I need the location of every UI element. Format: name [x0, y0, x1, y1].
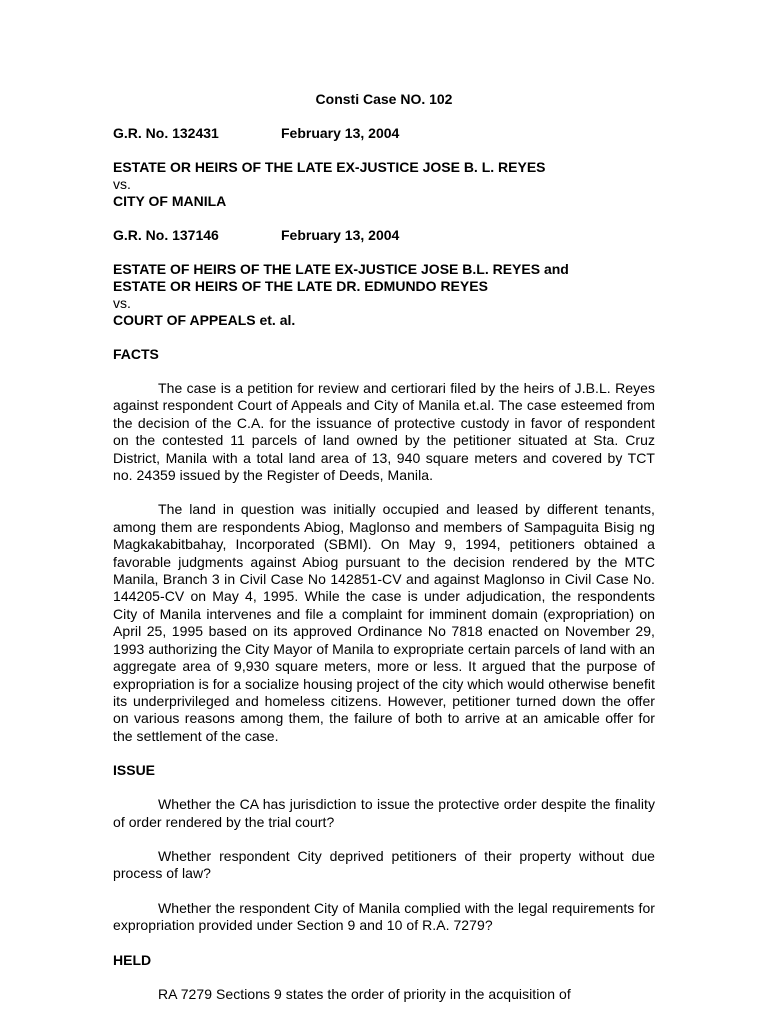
case1-vs: vs.: [113, 176, 131, 192]
document-title: Consti Case NO. 102: [315, 91, 453, 107]
facts-heading: FACTS: [113, 346, 159, 362]
case2-vs: vs.: [113, 295, 131, 311]
issue-paragraph: Whether respondent City deprived petitioners of their property without due process of law?: [113, 847, 655, 882]
document-page: [113, 91, 655, 1020]
held-heading: HELD: [113, 951, 152, 968]
case1-date: February 13, 2004: [281, 125, 400, 141]
issue-paragraph: Whether the CA has jurisdiction to issue the protective order despite the finality of order rendered by the trial court?: [113, 796, 655, 830]
case2-petitioner-line1: ESTATE OF HEIRS OF THE LATE EX-JUSTICE JOSE B.L. REYES and: [113, 261, 569, 277]
case1-respondent: CITY OF MANILA: [113, 193, 227, 209]
case2-parties: [113, 261, 655, 329]
case2-respondent: COURT OF APPEALS et. al.: [113, 312, 296, 328]
case1-gr-number: G.R. No. 132431: [113, 125, 219, 141]
issue-paragraph: Whether the respondent City of Manila complied with the legal requirements for expropriation provided under Section 9 and 10 of R.A. 7279?: [113, 899, 655, 934]
case2-gr-line: [113, 227, 655, 244]
issue-heading: ISSUE: [113, 762, 156, 779]
case1-petitioner: ESTATE OR HEIRS OF THE LATE EX-JUSTICE JOSE B. L. REYES: [113, 159, 546, 175]
facts-paragraph: The case is a petition for review and certiorari filed by the heirs of J.B.L. Reyes against respondent Court of Appeals and City of Manila et.al. The case esteemed from the decision of the C.A. for the issuance of protective custody in favor of respondent on the contested 11 parcels of land owned by the petitioner situated at Sta. Cruz District, Manila with a total land area of 13, 940 square meters and covered by TCT no. 24359 issued by the Register of Deeds, Manila.: [113, 380, 655, 484]
case2-petitioner-line2: ESTATE OR HEIRS OF THE LATE DR. EDMUNDO REYES: [113, 278, 488, 294]
case1-parties: [113, 159, 655, 210]
held-paragraph: RA 7279 Sections 9 states the order of priority in the acquisition of: [158, 985, 571, 1002]
case2-gr-number: G.R. No. 137146: [113, 227, 219, 243]
case1-gr-line: [113, 125, 655, 142]
facts-paragraph: The land in question was initially occupied and leased by different tenants, among them are respondents Abiog, Maglonso and members of Sampaguita Bisig ng Magkakabitbahay, Incorporated (SBMI). On May 9, 1994, petitioners obtained a favorable judgments against Abiog pursuant to the decision rendered by the MTC Manila, Branch 3 in Civil Case No 142851-CV and against Maglonso in Civil Case No. 144205-CV on May 4, 1995. While the case is under adjudication, the respondents City of Manila intervenes and file a complaint for imminent domain (expropriation) on April 25, 1995 based on its approved Ordinance No 7818 enacted on November 29, 1993 authorizing the City Mayor of Manila to expropriate certain parcels of land with an aggregate area of 9,930 square meters, more or less. It argued that the purpose of expropriation is for a socialize housing project of the city which would otherwise benefit its underprivileged and homeless citizens. However, petitioner turned down the offer on various reasons among them, the failure of both to arrive at an amicable offer for the settlement of the case.: [113, 501, 655, 744]
case2-date: February 13, 2004: [281, 227, 400, 243]
